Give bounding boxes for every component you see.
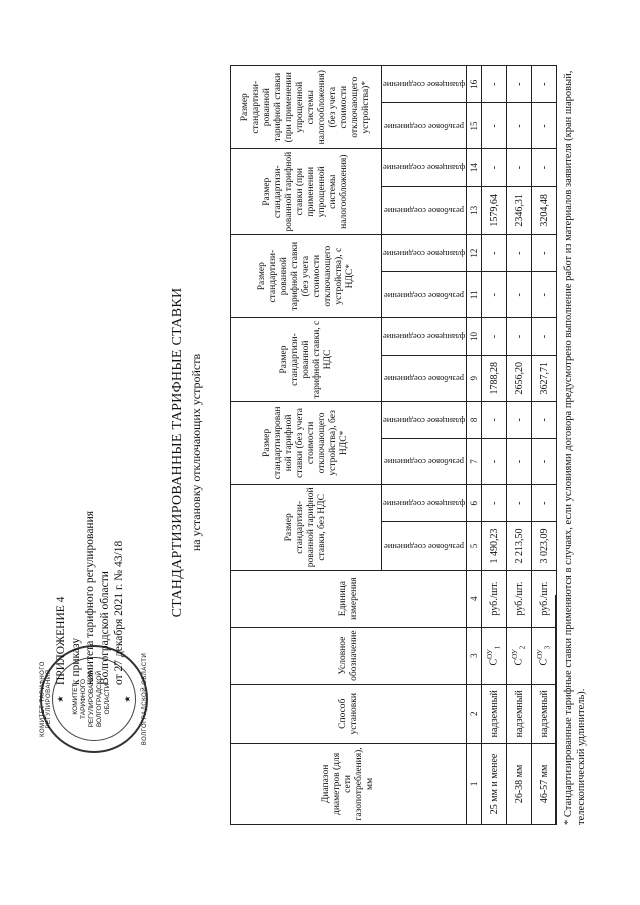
header-group-2: Размер стандартизирован ной тарифной ставки (без учета стоимости отключающего устройства), без НДС* [231,401,382,484]
column-number: 11 [467,272,482,318]
cell-value: 2656,20 [507,355,532,401]
table-row [532,66,557,825]
seal-star-icon: ★ [123,695,132,703]
cell-value: - [482,401,507,438]
table-row [482,66,507,825]
appendix-block [54,511,127,685]
column-number: 10 [467,318,482,355]
cell-symbol: $С^{ОУ}_1$ [482,627,507,684]
subheader-threaded: резьбовое соединение [382,103,467,149]
tariff-table [230,65,557,825]
document-subtitle: на установку отключающих устройств [189,353,203,552]
cell-value: 1579,64 [482,186,507,234]
header-symbol: Условное обозначение [231,627,467,684]
column-number: 9 [467,355,482,401]
cell-value: 3204,48 [532,186,557,234]
cell-diameter: 26-38 мм [507,743,532,824]
header-method: Способ установки [231,684,467,743]
appendix-region: Волгоградской области [98,571,111,685]
cell-value: - [532,272,557,318]
header-diameter: Диапазон диаметров (для сети газопотребления), мм [231,743,467,824]
header-unit: Единица измерения [231,570,467,627]
column-number: 12 [467,235,482,272]
cell-method: надземный [482,684,507,743]
cell-value: - [482,149,507,186]
header-group-3: Размер стандартизи-рованной тарифной ставки, с НДС [231,318,382,401]
cell-value: 3627,71 [532,355,557,401]
column-number: 7 [467,439,482,485]
cell-value: - [507,318,532,355]
cell-value: - [532,66,557,103]
column-number: 8 [467,401,482,438]
subheader-flanged: фланцевое соединение [382,485,467,522]
cell-value: - [482,66,507,103]
cell-symbol: $С^{ОУ}_3$ [532,627,557,684]
cell-value: 1788,28 [482,355,507,401]
cell-value: - [507,439,532,485]
cell-value: - [532,235,557,272]
cell-unit: руб./шт. [507,570,532,627]
cell-value: - [507,66,532,103]
column-number: 14 [467,149,482,186]
cell-unit: руб./шт. [532,570,557,627]
cell-value: - [532,439,557,485]
column-number: 2 [467,684,482,743]
cell-value: - [507,103,532,149]
header-group-5: Размер стандартизи-рованной тарифной ставки (при применении упрощенной системы налогообложения) [231,149,382,235]
subheader-threaded: резьбовое соединение [382,522,467,570]
header-group-1: Размер стандартизи-рованной тарифной ставки, без НДС [231,485,382,571]
cell-method: надземный [507,684,532,743]
column-number: 6 [467,485,482,522]
appendix-date-number: от 27 декабря 2021 г. № 43/18 [113,540,125,685]
column-number-row [467,66,482,825]
seal-center-text: КОМИТЕТ ТАРИФНОГО РЕГУЛИРОВАНИЯ ВОЛГОГРАДСКОЙ ОБЛАСТИ [72,670,111,728]
cell-diameter: 25 мм и менее [482,743,507,824]
subheader-threaded: резьбовое соединение [382,439,467,485]
appendix-label: ПРИЛОЖЕНИЕ 4 [55,596,67,685]
cell-value: 3 023,09 [532,522,557,570]
cell-value: - [482,103,507,149]
cell-value: - [532,103,557,149]
cell-value: - [507,235,532,272]
cell-diameter: 46-57 мм [532,743,557,824]
column-number: 5 [467,522,482,570]
subheader-threaded: резьбовое соединение [382,272,467,318]
cell-value: 2346,31 [507,186,532,234]
seal-star-icon: ★ [56,695,65,703]
cell-value: 2 213,50 [507,522,532,570]
column-number: 1 [467,743,482,824]
cell-value: - [507,485,532,522]
table-header-row [231,66,382,825]
cell-value: - [507,272,532,318]
header-group-4: Размер стандартизи-рованной тарифной ставки (без учета стоимости отключающего устройства), с НДС* [231,235,382,318]
seal-ring-top-text: КОМИТЕТ ТАРИФНОГО РЕГУЛИРОВАНИЯ [40,661,52,737]
column-number: 15 [467,103,482,149]
footnote: * Стандартизированные тарифные ставки применяются в случаях, если условиями договора предусмотрено выполнение работ из материалов заявителя (кран шаровый, телескопический удлинитель). [563,70,587,825]
cell-value: 1 490,23 [482,522,507,570]
cell-value: - [482,439,507,485]
appendix-order-ref: к приказу [69,637,82,685]
column-number: 4 [467,570,482,627]
cell-value: - [482,485,507,522]
header-group-6: Размер стандартизи-рованной тарифной ставки (при применении упрощенной системы налогообложения) (без учета стоимости отключающего устройства)* [231,66,382,149]
cell-value: - [482,318,507,355]
cell-value: - [482,272,507,318]
subheader-flanged: фланцевое соединение [382,149,467,186]
subheader-threaded: резьбовое соединение [382,186,467,234]
appendix-committee: комитета тарифного регулирования [84,510,96,685]
column-number: 16 [467,66,482,103]
cell-value: - [532,401,557,438]
document-title: СТАНДАРТИЗИРОВАННЫЕ ТАРИФНЫЕ СТАВКИ [170,287,185,618]
subheader-threaded: резьбовое соединение [382,355,467,401]
cell-value: - [532,485,557,522]
subheader-flanged: фланцевое соединение [382,318,467,355]
cell-value: - [507,401,532,438]
column-number: 3 [467,627,482,684]
cell-method: надземный [532,684,557,743]
subheader-flanged: фланцевое соединение [382,66,467,103]
cell-value: - [532,318,557,355]
cell-value: - [532,149,557,186]
cell-value: - [507,149,532,186]
table-row [507,66,532,825]
subheader-flanged: фланцевое соединение [382,235,467,272]
footnote-divider [555,595,556,825]
subheader-flanged: фланцевое соединение [382,401,467,438]
seal-ring-bottom-text: ВОЛГОГРАДСКОЙ ОБЛАСТИ [142,652,148,746]
cell-unit: руб./шт. [482,570,507,627]
cell-symbol: $С^{ОУ}_2$ [507,627,532,684]
cell-value: - [482,235,507,272]
column-number: 13 [467,186,482,234]
